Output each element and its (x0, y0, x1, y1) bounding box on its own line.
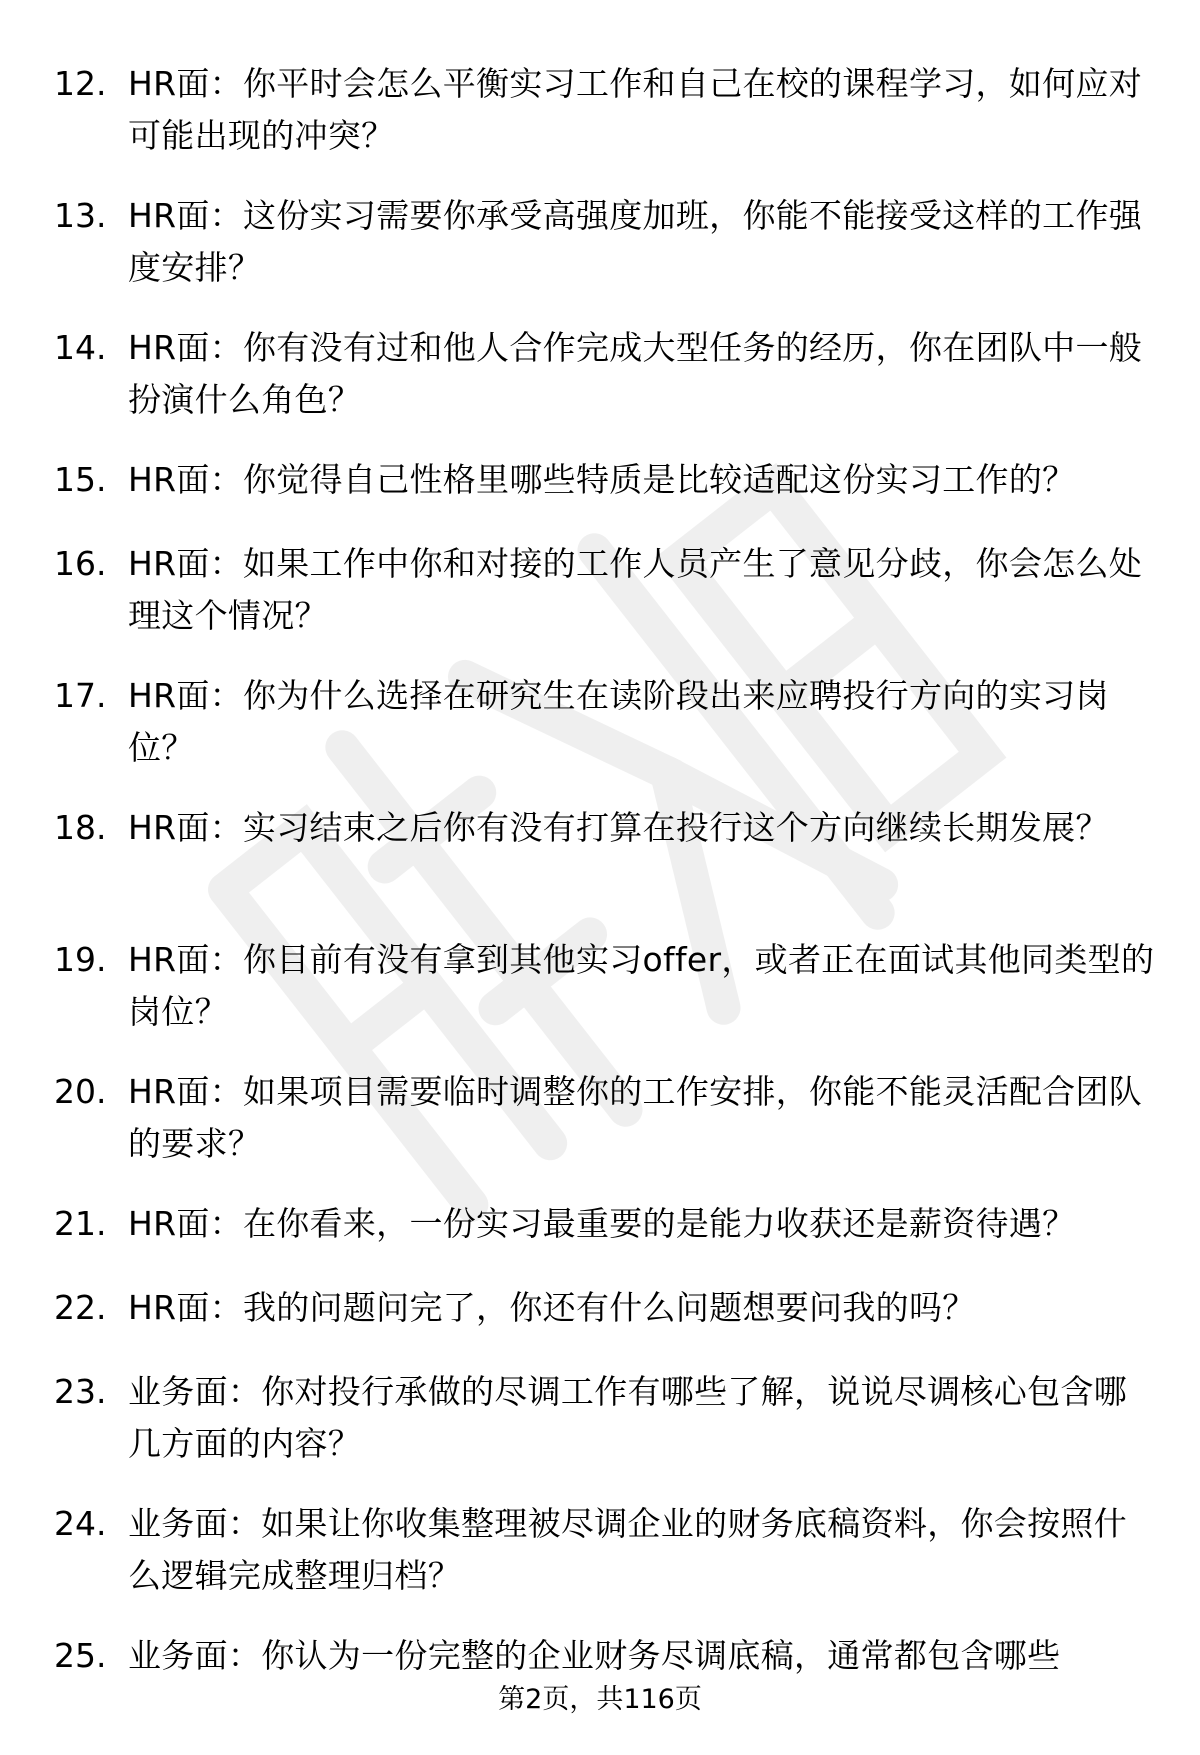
question-item (0, 190, 1200, 322)
question-number: 18. (54, 808, 107, 847)
question-number: 20. (54, 1072, 107, 1111)
question-number: 25. (54, 1636, 107, 1675)
question-number: 22. (54, 1288, 107, 1327)
question-item (0, 934, 1200, 1066)
question-text: HR面：如果工作中你和对接的工作人员产生了意见分歧，你会怎么处理这个情况？ (128, 544, 1143, 635)
question-text: 业务面：如果让你收集整理被尽调企业的财务底稿资料，你会按照什么逻辑完成整理归档？ (128, 1504, 1127, 1595)
question-number: 15. (54, 460, 107, 499)
page-indicator: 第2页，共116页 (498, 1684, 702, 1715)
question-item (0, 670, 1200, 802)
question-number: 13. (54, 196, 107, 235)
question-number: 12. (54, 64, 107, 103)
question-item (0, 1282, 1200, 1366)
question-item (0, 1066, 1200, 1198)
question-text: 业务面：你认为一份完整的企业财务尽调底稿，通常都包含哪些 (128, 1636, 1061, 1675)
question-text: 业务面：你对投行承做的尽调工作有哪些了解，说说尽调核心包含哪几方面的内容？ (128, 1372, 1127, 1463)
question-text: HR面：你目前有没有拿到其他实习offer，或者正在面试其他同类型的岗位？ (128, 940, 1155, 1031)
question-number: 17. (54, 676, 107, 715)
question-text: HR面：我的问题问完了，你还有什么问题想要问我的吗？ (128, 1288, 976, 1327)
question-text: HR面：如果项目需要临时调整你的工作安排，你能不能灵活配合团队的要求？ (128, 1072, 1143, 1163)
question-item (0, 322, 1200, 454)
question-number: 21. (54, 1204, 107, 1243)
question-item (0, 802, 1200, 934)
question-number: 14. (54, 328, 107, 367)
question-text: HR面：这份实习需要你承受高强度加班，你能不能接受这样的工作强度安排？ (128, 196, 1143, 287)
question-text: HR面：你为什么选择在研究生在读阶段出来应聘投行方向的实习岗位？ (128, 676, 1109, 767)
question-text: HR面：实习结束之后你有没有打算在投行这个方向继续长期发展？ (128, 808, 1109, 847)
question-number: 23. (54, 1372, 107, 1411)
question-number: 16. (54, 544, 107, 583)
question-text: HR面：在你看来，一份实习最重要的是能力收获还是薪资待遇？ (128, 1204, 1076, 1243)
question-text: HR面：你平时会怎么平衡实习工作和自己在校的课程学习，如何应对可能出现的冲突？ (128, 64, 1143, 155)
question-number: 19. (54, 940, 107, 979)
question-list (0, 58, 1200, 1714)
question-item (0, 538, 1200, 670)
question-text: HR面：你有没有过和他人合作完成大型任务的经历，你在团队中一般扮演什么角色？ (128, 328, 1143, 419)
question-item (0, 1498, 1200, 1630)
question-item (0, 454, 1200, 538)
question-text: HR面：你觉得自己性格里哪些特质是比较适配这份实习工作的？ (128, 460, 1076, 499)
question-number: 24. (54, 1504, 107, 1543)
question-item (0, 58, 1200, 190)
question-item (0, 1366, 1200, 1498)
question-item (0, 1198, 1200, 1282)
